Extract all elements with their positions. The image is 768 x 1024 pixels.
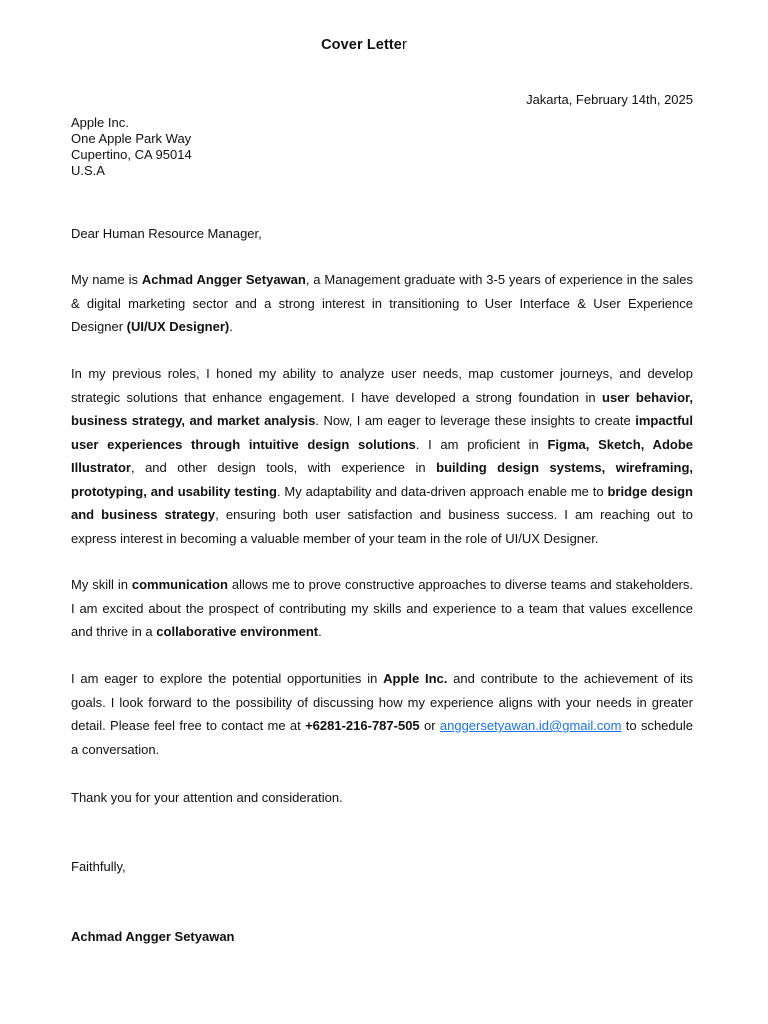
bold-run: Achmad Angger Setyawan bbox=[141, 272, 306, 287]
text-run: In my previous roles, I honed my ability to analyze user needs, map customer journeys, and develop strategic solutions that enhance engagement. I have developed a strong foundation in bbox=[71, 366, 693, 405]
paragraph-contact bbox=[71, 667, 693, 761]
title-main: Cover Lette bbox=[321, 37, 402, 53]
page-title bbox=[0, 37, 728, 53]
text-run: allows me to prove constructive approaches to diverse teams and stakeholders. I am excited about the prospect of contributing my skills and experience to a team that values excellence and thrive in a bbox=[71, 577, 693, 639]
paragraph-thanks: Thank you for your attention and consideration. bbox=[71, 790, 343, 805]
recipient-city: Cupertino, CA 95014 bbox=[71, 147, 192, 162]
paragraph-communication bbox=[71, 573, 693, 644]
bold-run: building design systems, wireframing, prototyping, and usability testing bbox=[71, 460, 694, 499]
phone-number: +6281-216-787-505 bbox=[305, 718, 420, 733]
text-run: to schedule a conversation. bbox=[71, 718, 693, 757]
bold-run: communication bbox=[131, 577, 228, 592]
text-run: . Now, I am eager to leverage these insights to create bbox=[315, 413, 636, 428]
signature-name: Achmad Angger Setyawan bbox=[71, 929, 235, 944]
bold-run: user behavior, business strategy, and market analysis bbox=[71, 389, 693, 428]
salutation: Dear Human Resource Manager, bbox=[71, 226, 262, 241]
text-run: My skill in bbox=[71, 577, 132, 592]
text-run: and contribute to the achievement of its goals. I look forward to the possibility of discussing how my experience aligns with your needs in greater detail. Please feel free to contact me at bbox=[71, 671, 693, 733]
bold-run: collaborative environment bbox=[156, 624, 319, 639]
bold-run: impactful user experiences through intuitive design solutions bbox=[71, 413, 693, 452]
bold-run: Apple Inc. bbox=[383, 671, 448, 686]
bold-run: bridge design and business strategy bbox=[71, 483, 693, 522]
title-last-char: r bbox=[401, 37, 407, 53]
text-run: My name is bbox=[71, 272, 142, 287]
text-run: , a Management graduate with 3-5 years of experience in the sales & digital marketing sector and a strong interest in transitioning to User Interface & User Experience Designer bbox=[71, 272, 693, 334]
text-run: . bbox=[229, 319, 233, 334]
recipient-country: U.S.A bbox=[71, 163, 105, 178]
text-run: . I am proficient in bbox=[415, 436, 548, 452]
paragraph-experience bbox=[71, 362, 693, 550]
bold-run: Figma, Sketch, Adobe Illustrator bbox=[71, 436, 693, 475]
recipient-address bbox=[71, 115, 192, 179]
recipient-street: One Apple Park Way bbox=[71, 131, 192, 146]
letter-date: Jakarta, February 14th, 2025 bbox=[526, 92, 693, 107]
email-link[interactable]: anggersetyawan.id@gmail.com bbox=[439, 718, 622, 733]
text-run: , and other design tools, with experience in bbox=[130, 460, 437, 475]
text-run: , ensuring both user satisfaction and business success. I am reaching out to express interest in becoming a valuable member of your team in the role of UI/UX Designer. bbox=[71, 507, 693, 546]
text-run: or bbox=[419, 718, 440, 733]
bold-run: (UI/UX Designer) bbox=[126, 319, 230, 334]
closing: Faithfully, bbox=[71, 859, 126, 874]
recipient-company: Apple Inc. bbox=[71, 115, 129, 130]
text-run: . bbox=[318, 624, 322, 639]
text-run: . My adaptability and data-driven approach enable me to bbox=[276, 483, 608, 499]
text-run: I am eager to explore the potential opportunities in bbox=[71, 671, 384, 686]
paragraph-intro bbox=[71, 268, 693, 339]
